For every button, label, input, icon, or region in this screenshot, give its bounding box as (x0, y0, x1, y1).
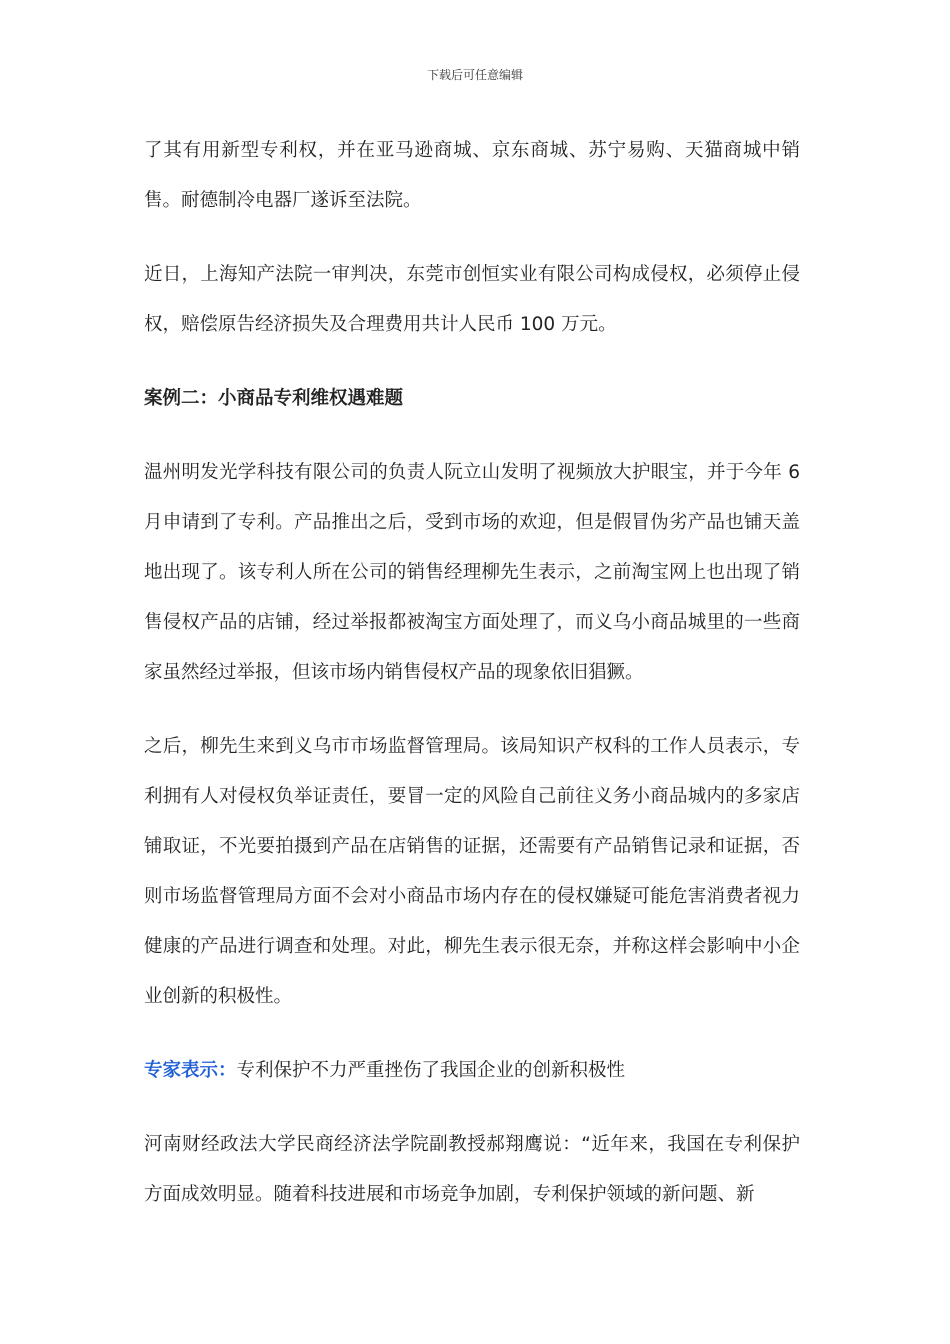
paragraph-1: 了其有用新型专利权，并在亚马逊商城、京东商城、苏宁易购、天猫商城中销售。耐德制冷电器厂遂诉至法院。 (144, 140, 800, 211)
page-header-note: 下载后可任意编辑 (426, 68, 523, 82)
paragraph-5: 河南财经政法大学民商经济法学院副教授郝翔鹰说：“近年来，我国在专利保护方面成效明显。随着科技进展和市场竞争加剧，专利保护领域的新问题、新 (144, 1134, 800, 1205)
expert-text: 专利保护不力严重挫伤了我国企业的创新积极性 (236, 1060, 626, 1081)
paragraph-4: 之后，柳先生来到义乌市市场监督管理局。该局知识产权科的工作人员表示，专利拥有人对侵权负举证责任，要冒一定的风险自己前往义务小商品城内的多家店铺取证，不光要拍摄到产品在店销售的证据，还需要有产品销售记录和证据，否则市场监督管理局方面不会对小商品市场内存在的侵权嫌疑可能危害消费者视力健康的产品进行调查和处理。对此，柳先生表示很无奈，并称这样会影响中小企业创新的积极性。 (144, 736, 800, 1007)
paragraph-3: 温州明发光学科技有限公司的负责人阮立山发明了视频放大护眼宝，并于今年 6 月申请到了专利。产品推出之后，受到市场的欢迎，但是假冒伪劣产品也铺天盖地出现了。该专利人所在公司的销售经理柳先生表示，之前淘宝网上也出现了销售侵权产品的店铺，经过举报都被淘宝方面处理了，而义乌小商品城里的一些商家虽然经过举报，但该市场内销售侵权产品的现象依旧猖獗。 (144, 462, 800, 683)
paragraph-2: 近日，上海知产法院一审判决，东莞市创恒实业有限公司构成侵权，必须停止侵权，赔偿原告经济损失及合理费用共计人民币 100 万元。 (144, 264, 800, 335)
section-heading-case-2: 案例二：小商品专利维权遇难题 (144, 388, 404, 409)
expert-statement (144, 1046, 800, 1096)
expert-label: 专家表示： (144, 1060, 237, 1081)
document-body (144, 126, 800, 1244)
